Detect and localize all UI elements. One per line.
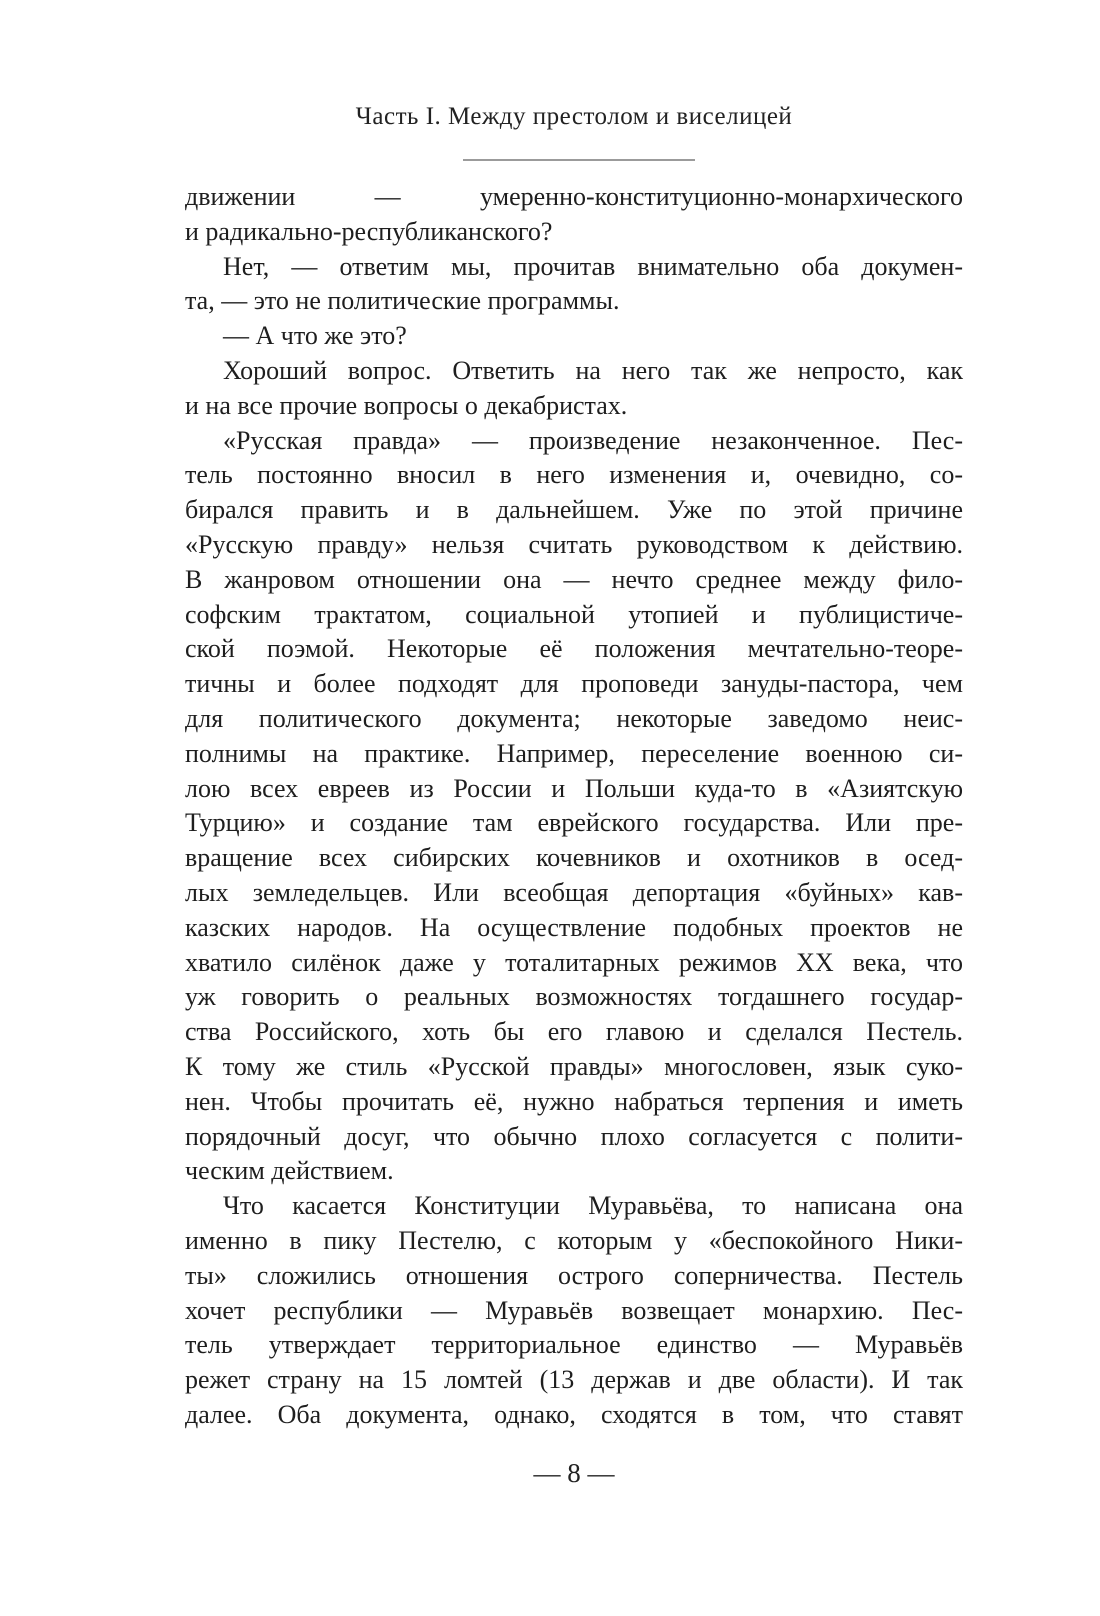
- text-line: порядочный досуг, что обычно плохо согласуется с полити-: [185, 1121, 963, 1151]
- text-line: «Русская правда» — произведение незаконченное. Пес-: [223, 425, 963, 455]
- page-number: — 8 —: [533, 1458, 615, 1488]
- text-line: уж говорить о реальных возможностях тогдашнего государ-: [185, 982, 963, 1012]
- text-line: Хороший вопрос. Ответить на него так же непросто, как: [223, 355, 963, 385]
- text-line: ской поэмой. Некоторые её положения мечтательно-теоре-: [185, 634, 963, 664]
- text-line: тель постоянно вносил в него изменения и, очевидно, со-: [185, 460, 963, 490]
- text-line: вращение всех сибирских кочевников и охотников в осед-: [185, 843, 963, 873]
- header-divider-rule: [463, 159, 695, 161]
- text-line: ства Российского, хоть бы его главою и сделался Пестель.: [185, 1017, 963, 1047]
- text-block: [185, 180, 963, 1433]
- text-line: хочет республики — Муравьёв возвещает монархию. Пес-: [185, 1295, 963, 1325]
- text-line: хватило силёнок даже у тоталитарных режимов XX века, что: [185, 947, 963, 977]
- text-line: казских народов. На осуществление подобных проектов не: [185, 912, 963, 942]
- text-line: полнимы на практике. Например, переселение военною си-: [185, 738, 963, 768]
- text-line: софским трактатом, социальной утопией и публицистиче-: [185, 599, 963, 629]
- text-line: нен. Чтобы прочитать её, нужно набраться терпения и иметь: [185, 1086, 963, 1116]
- text-line: и на все прочие вопросы о декабристах.: [185, 390, 628, 420]
- text-line: В жанровом отношении она — нечто среднее между фило-: [185, 564, 963, 594]
- text-line: та, — это не политические программы.: [185, 286, 620, 316]
- text-line: ты» сложились отношения острого соперничества. Пестель: [185, 1260, 963, 1290]
- text-line: и радикально-республиканского?: [185, 216, 553, 246]
- text-line: именно в пику Пестелю, с которым у «беспокойного Ники-: [185, 1225, 963, 1255]
- paragraph: [185, 424, 963, 1190]
- paragraph: [185, 250, 963, 320]
- text-line: лых земледельцев. Или всеобщая депортация «буйных» кав-: [185, 877, 963, 907]
- text-line: движении — умеренно-конституционно-монархического: [185, 182, 963, 211]
- text-line: К тому же стиль «Русской правды» многословен, язык суко-: [185, 1051, 963, 1081]
- text-line: Турцию» и создание там еврейского государства. Или пре-: [185, 808, 963, 838]
- text-line: бирался править и в дальнейшем. Уже по этой причине: [185, 495, 963, 525]
- running-head: Часть I. Между престолом и виселицей: [355, 103, 793, 130]
- text-line: Что касается Конституции Муравьёва, то написана она: [223, 1191, 963, 1221]
- text-line: тичны и более подходят для проповеди зануды-пастора, чем: [185, 669, 963, 699]
- text-line: для политического документа; некоторые заведомо неис-: [185, 703, 963, 733]
- text-line: «Русскую правду» нельзя считать руководством к действию.: [185, 529, 963, 559]
- text-line: — А что же это?: [223, 321, 407, 351]
- paragraph: [185, 180, 963, 250]
- paragraph: [185, 319, 963, 354]
- paragraph: [185, 1189, 963, 1433]
- paragraph: [185, 354, 963, 424]
- text-line: далее. Оба документа, однако, сходятся в том, что ставят: [185, 1399, 963, 1429]
- text-line: тель утверждает территориальное единство — Муравьёв: [185, 1330, 963, 1360]
- text-line: ческим действием.: [185, 1156, 394, 1186]
- text-line: режет страну на 15 ломтей (13 держав и две области). И так: [185, 1365, 963, 1395]
- text-line: Нет, — ответим мы, прочитав внимательно оба докумен-: [223, 251, 963, 281]
- text-line: лою всех евреев из России и Польши куда-то в «Азиятскую: [185, 773, 963, 803]
